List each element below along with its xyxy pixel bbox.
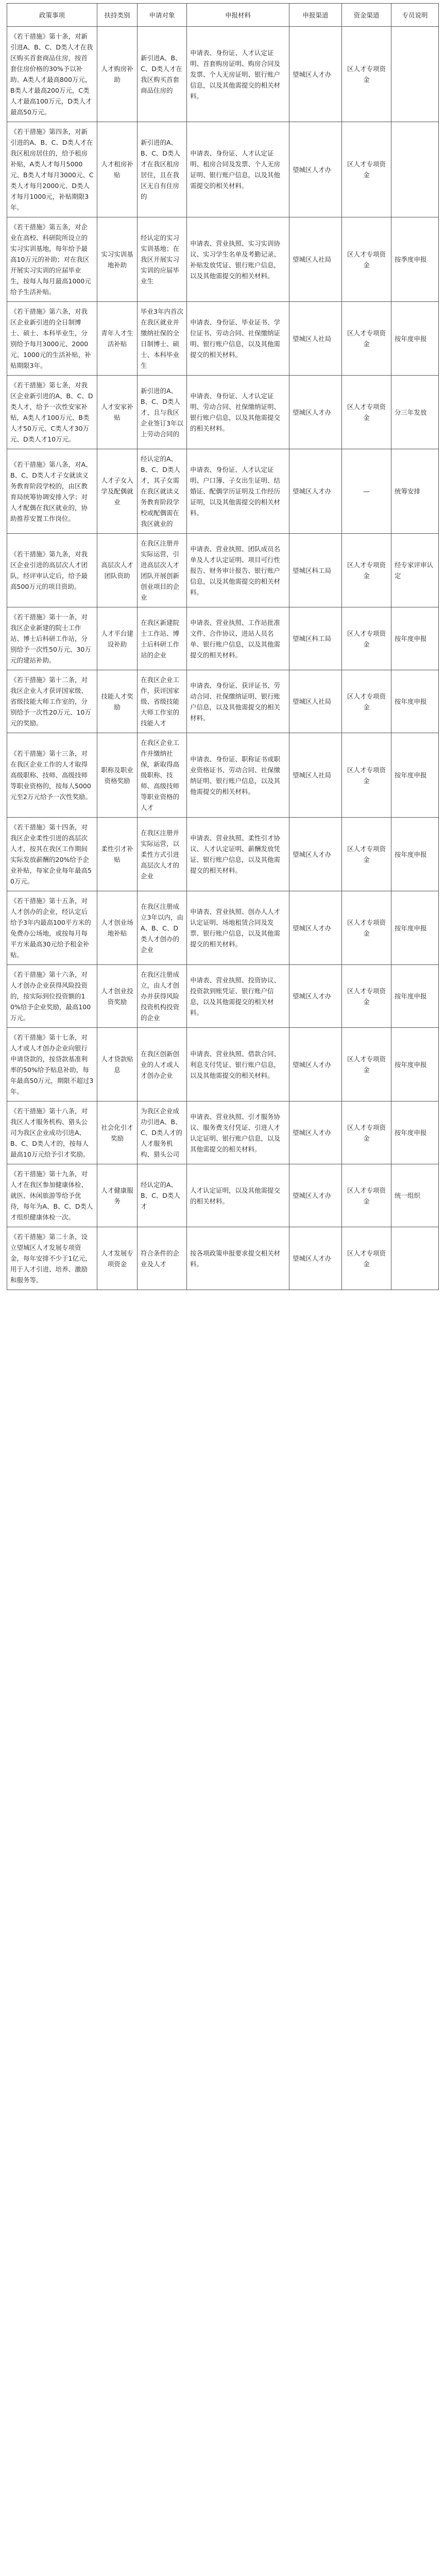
fund-source-cell: 区人才专项资金 [342,1227,391,1290]
policy-item-cell: 《若干措施》第十六条，对人才创办企业获得风险投资的，按实际到位投资额的10%给予企业奖励，最高100万元。 [7,965,97,1028]
applicant-cell: 符合条件的企业及人才 [138,1227,187,1290]
applicant-cell: 新引进的A、B、C、D类人才在我区租房居住，且在我区无自有住房的 [138,122,187,217]
policy-item-cell: 《若干措施》第二十条，设立望城区人才发展专项资金，每年安排不少于1亿元，用于人才引进、培养、激励和服务等。 [7,1227,97,1290]
channel-cell: 望城区科工局 [289,607,342,670]
channel-cell: 望城区人社局 [289,302,342,376]
channel-cell: 望城区人才办 [289,122,342,217]
support-type-cell: 人才子女入学及配偶就业 [97,449,138,534]
fund-source-cell: 区人才专项资金 [342,376,391,449]
support-type-cell: 柔性引才补贴 [97,818,138,891]
table-row [7,670,439,733]
support-type-cell: 人才健康服务 [97,1164,138,1227]
fund-source-cell: 区人才专项资金 [342,818,391,891]
channel-cell: 望城区人才办 [289,965,342,1028]
header-materials: 申报材料 [187,4,289,27]
table-row [7,122,439,217]
materials-cell: 申请表、营业执照、引才服务协议、服务费支付凭证、引进人才认定证明、银行账户信息，以及其他需提交的相关材料。 [187,1101,289,1164]
fund-source-cell: 区人才专项资金 [342,1101,391,1164]
policy-document [0,3,445,2576]
materials-cell: 人才认定证明，以及其他需提交的相关材料。 [187,1164,289,1227]
fund-source-cell: 区人才专项资金 [342,1028,391,1101]
policy-item-cell: 《若干措施》第十二条，对我区企业人才获评国家级、省级技能大师工作室的，分别给予一次性20万元、10万元的奖励。 [7,670,97,733]
applicant-cell: 经认定的实习实训基地；在我区开展实习实训的应届毕业生 [138,217,187,302]
notes-cell: 统一组织 [391,1164,439,1227]
applicant-cell: 新引进A、B、C、D类人才在我区购买首套商品住房的 [138,27,187,122]
materials-cell: 申请表、营业执照、创办人人才认定证明、场地租赁合同及发票、银行账户信息，以及其他需提交的相关材料。 [187,891,289,965]
notes-cell [391,27,439,122]
support-type-cell: 高层次人才团队资助 [97,534,138,607]
header-channel: 资金渠道 [342,4,391,27]
fund-source-cell: 区人才专项资金 [342,302,391,376]
materials-cell: 申请表、身份证、获评证书、劳动合同、社保缴纳证明、银行账户信息，以及其他需提交的相关材料。 [187,670,289,733]
notes-cell: 按年度申报 [391,818,439,891]
notes-cell: 按年度申报 [391,302,439,376]
table-row [7,534,439,607]
table-header-row [7,4,439,27]
channel-cell: 望城区人社局 [289,217,342,302]
table-row [7,891,439,965]
channel-cell: 望城区人才办 [289,1101,342,1164]
fund-source-cell: 区人才专项资金 [342,1164,391,1227]
notes-cell: 按年度申报 [391,607,439,670]
table-row [7,1164,439,1227]
notes-cell [391,122,439,217]
support-type-cell: 职称及职业资格奖励 [97,733,138,818]
support-type-cell: 实习实训基地补助 [97,217,138,302]
materials-cell: 申请表、营业执照、团队成员名单及人才认定证明、项目可行性报告、财务审计报告、银行账户信息，以及其他需提交的相关材料。 [187,534,289,607]
policy-item-cell: 《若干措施》第十七条，对人才或人才创办企业向银行申请贷款的，按贷款基准利率的50%给予贴息补助，每年最高50万元，期限不超过3年。 [7,1028,97,1101]
policy-item-cell: 《若干措施》第八条，对A、B、C、D类人才子女就读义务教育阶段学校的，由区教育局统筹协调安排入学；对人才配偶在我区就业的，协助推荐安置工作岗位。 [7,449,97,534]
applicant-cell: 在我区注册成立3年以内，由A、B、C、D类人才创办的企业 [138,891,187,965]
policy-item-cell: 《若干措施》第六条，对我区企业新引进的全日制博士、硕士、本科毕业生，分别给予每月3000元、2000元、1000元的生活补贴，补贴期限3年。 [7,302,97,376]
support-type-cell: 人才创业投资奖励 [97,965,138,1028]
materials-cell: 申请表、身份证、人才认定证明、租房合同及发票、个人无房证明、银行账户信息，以及其他需提交的相关材料。 [187,122,289,217]
applicant-cell: 在我区新建院士工作站、博士后科研工作站的企业 [138,607,187,670]
policy-item-cell: 《若干措施》第十九条，对人才在我区参加健康体检、就医、休闲旅游等给予优待，每年为A、B、C、D类人才组织健康体检一次。 [7,1164,97,1227]
support-type-cell: 技能人才奖励 [97,670,138,733]
support-type-cell: 人才创业场地补贴 [97,891,138,965]
channel-cell: 望城区人社局 [289,733,342,818]
channel-cell: 望城区人才办 [289,818,342,891]
materials-cell: 申请表、营业执照、投资协议、投资款到账凭证、银行账户信息，以及其他需提交的相关材料。 [187,965,289,1028]
table-row [7,376,439,449]
table-row [7,449,439,534]
support-type-cell: 人才租房补贴 [97,122,138,217]
fund-source-cell: — [342,449,391,534]
policy-item-cell: 《若干措施》第十四条，对我区企业柔性引进的高层次人才，按其在我区工作期间实际发放薪酬的20%给予企业补贴，每家企业每年最高50万元。 [7,818,97,891]
materials-cell: 申请表、营业执照、实习实训协议、实习学生名单及考勤记录、补贴发放凭证、银行账户信息，以及其他需提交的相关材料。 [187,217,289,302]
support-type-cell: 人才安家补贴 [97,376,138,449]
channel-cell: 望城区人社局 [289,670,342,733]
support-type-cell: 人才发展专项资金 [97,1227,138,1290]
channel-cell: 望城区人才办 [289,27,342,122]
fund-source-cell: 区人才专项资金 [342,534,391,607]
notes-cell: 按季度申报 [391,217,439,302]
support-type-cell: 青年人才生活补贴 [97,302,138,376]
channel-cell: 望城区人才办 [289,376,342,449]
table-row [7,733,439,818]
fund-source-cell: 区人才专项资金 [342,217,391,302]
notes-cell: 分三年发放 [391,376,439,449]
materials-cell: 申请表、身份证、人才认定证明、首套购房证明、购房合同及发票、个人无房证明、银行账户信息，以及其他需提交的相关材料。 [187,27,289,122]
policy-item-cell: 《若干措施》第十五条，对人才创办的企业，经认定后给予3年内最高100平方米的免费办公场地，或按每月每平方米最高30元给予租金补贴。 [7,891,97,965]
table-row [7,818,439,891]
table-row [7,607,439,670]
notes-cell: 经专家评审认定 [391,534,439,607]
policy-item-cell: 《若干措施》第十八条，对我区人才服务机构、猎头公司为我区企业成功引进A、B、C、D类人才的，按每人最高10万元给予引才奖励。 [7,1101,97,1164]
applicant-cell: 在我区注册并实际运营，引进高层次人才团队开展创新创业项目的企业 [138,534,187,607]
materials-cell: 申请表、身份证、职称证书或职业资格证书、劳动合同、社保缴纳证明、银行账户信息，以及其他需提交的相关材料。 [187,733,289,818]
channel-cell: 望城区人才办 [289,449,342,534]
fund-source-cell: 区人才专项资金 [342,965,391,1028]
policy-table [7,3,439,1290]
channel-cell: 望城区人才办 [289,891,342,965]
table-row [7,965,439,1028]
notes-cell: 按年度申报 [391,965,439,1028]
applicant-cell: 经认定的A、B、C、D类人才 [138,1164,187,1227]
materials-cell: 申请表、营业执照、柔性引才协议、人才认定证明、薪酬发放凭证、银行账户信息，以及其他需提交的相关材料。 [187,818,289,891]
materials-cell: 按各项政策申报要求提交相关材料。 [187,1227,289,1290]
fund-source-cell: 区人才专项资金 [342,733,391,818]
fund-source-cell: 区人才专项资金 [342,607,391,670]
fund-source-cell: 区人才专项资金 [342,27,391,122]
table-row [7,1101,439,1164]
policy-item-cell: 《若干措施》第十条，对新引进A、B、C、D类人才在我区购买首套商品住房，按首套住房价格的30%予以补助。A类人才最高800万元，B类人才最高200万元，C类人才最高100万元，D类人才最高50万元。 [7,27,97,122]
fund-source-cell: 区人才专项资金 [342,891,391,965]
header-item: 政策事项 [7,4,97,27]
notes-cell: 按年度申报 [391,1028,439,1101]
materials-cell: 申请表、营业执照、工作站批准文件、合作协议、进站人员名单、银行账户信息，以及其他需提交的相关材料。 [187,607,289,670]
policy-item-cell: 《若干措施》第十三条，对在我区企业工作的人才取得高级职称、技师、高级技师等职业资格的，按每人5000元至2万元给予一次性奖励。 [7,733,97,818]
support-type-cell: 人才平台建设补助 [97,607,138,670]
notes-cell: 统筹安排 [391,449,439,534]
materials-cell: 申请表、身份证、人才认定证明、劳动合同、社保缴纳证明、银行账户信息，以及其他需提交的相关材料。 [187,376,289,449]
applicant-cell: 在我区企业工作并缴纳社保，新取得高级职称、技师、高级技师等职业资格的人才 [138,733,187,818]
policy-item-cell: 《若干措施》第四条，对新引进的A、B、C、D类人才在我区租房居住的，给予租房补贴，A类人才每月5000元、B类人才每月3000元、C类人才每月2000元、D类人才每月1000元，补贴期限3年。 [7,122,97,217]
channel-cell: 望城区人才办 [289,1164,342,1227]
table-row [7,1028,439,1101]
policy-item-cell: 《若干措施》第五条，对企业在高校、科研院所设立的实习实训基地，每年给予最高10万元的补助；对在我区开展实习实训的应届毕业生，按每人每月最高1000元给予生活补贴。 [7,217,97,302]
applicant-cell: 在我区创新创业的人才或人才创办企业 [138,1028,187,1101]
applicant-cell: 在我区注册并实际运营，以柔性方式引进高层次人才的企业 [138,818,187,891]
materials-cell: 申请表、营业执照、借款合同、利息支付凭证、银行账户信息，以及其他需提交的相关材料。 [187,1028,289,1101]
notes-cell: 按年度申报 [391,891,439,965]
applicant-cell: 毕业3年内首次在我区就业并缴纳社保的全日制博士、硕士、本科毕业生 [138,302,187,376]
support-type-cell: 人才贷款贴息 [97,1028,138,1101]
materials-cell: 申请表、身份证、人才认定证明、户口簿、子女出生证明、结婚证、配偶学历证明及工作经历证明，以及其他需提交的相关材料。 [187,449,289,534]
notes-cell: 按年度申报 [391,733,439,818]
header-type: 扶持类别 [97,4,138,27]
header-standard: 申报渠道 [289,4,342,27]
table-row [7,217,439,302]
channel-cell: 望城区人才办 [289,1227,342,1290]
policy-item-cell: 《若干措施》第七条，对我区企业新引进的A、B、C、D类人才，给予一次性安家补贴，A类人才100万元、B类人才50万元、C类人才30万元、D类人才10万元。 [7,376,97,449]
policy-item-cell: 《若干措施》第十一条，对我区企业新建的院士工作站、博士后科研工作站，分别给予一次性50万元、30万元的建站补助。 [7,607,97,670]
fund-source-cell: 区人才专项资金 [342,670,391,733]
materials-cell: 申请表、身份证、毕业证书、学位证书、劳动合同、社保缴纳证明、银行账户信息，以及其他需提交的相关材料。 [187,302,289,376]
fund-source-cell: 区人才专项资金 [342,122,391,217]
notes-cell: 按年度申报 [391,670,439,733]
table-row [7,1227,439,1290]
channel-cell: 望城区科工局 [289,534,342,607]
channel-cell: 望城区人才办 [289,1028,342,1101]
table-row [7,27,439,122]
header-subject: 申请对象 [138,4,187,27]
notes-cell [391,1227,439,1290]
support-type-cell: 人才购房补助 [97,27,138,122]
header-notes: 专员说明 [391,4,439,27]
applicant-cell: 在我区企业工作，获评国家级、省级技能大师工作室的技能人才 [138,670,187,733]
support-type-cell: 社会化引才奖励 [97,1101,138,1164]
applicant-cell: 为我区企业成功引进A、B、C、D类人才的人才服务机构、猎头公司 [138,1101,187,1164]
table-row [7,302,439,376]
policy-item-cell: 《若干措施》第九条，对我区企业引进的高层次人才团队，经评审认定后，给予最高500万元的项目资助。 [7,534,97,607]
notes-cell: 按年度申报 [391,1101,439,1164]
applicant-cell: 经认定的A、B、C、D类人才，其子女需在我区就读义务教育阶段学校或配偶需在我区就业的 [138,449,187,534]
applicant-cell: 在我区注册成立，由人才创办并获得风险投资机构投资的企业 [138,965,187,1028]
applicant-cell: 新引进的A、B、C、D类人才，且与我区企业签订3年以上劳动合同的 [138,376,187,449]
